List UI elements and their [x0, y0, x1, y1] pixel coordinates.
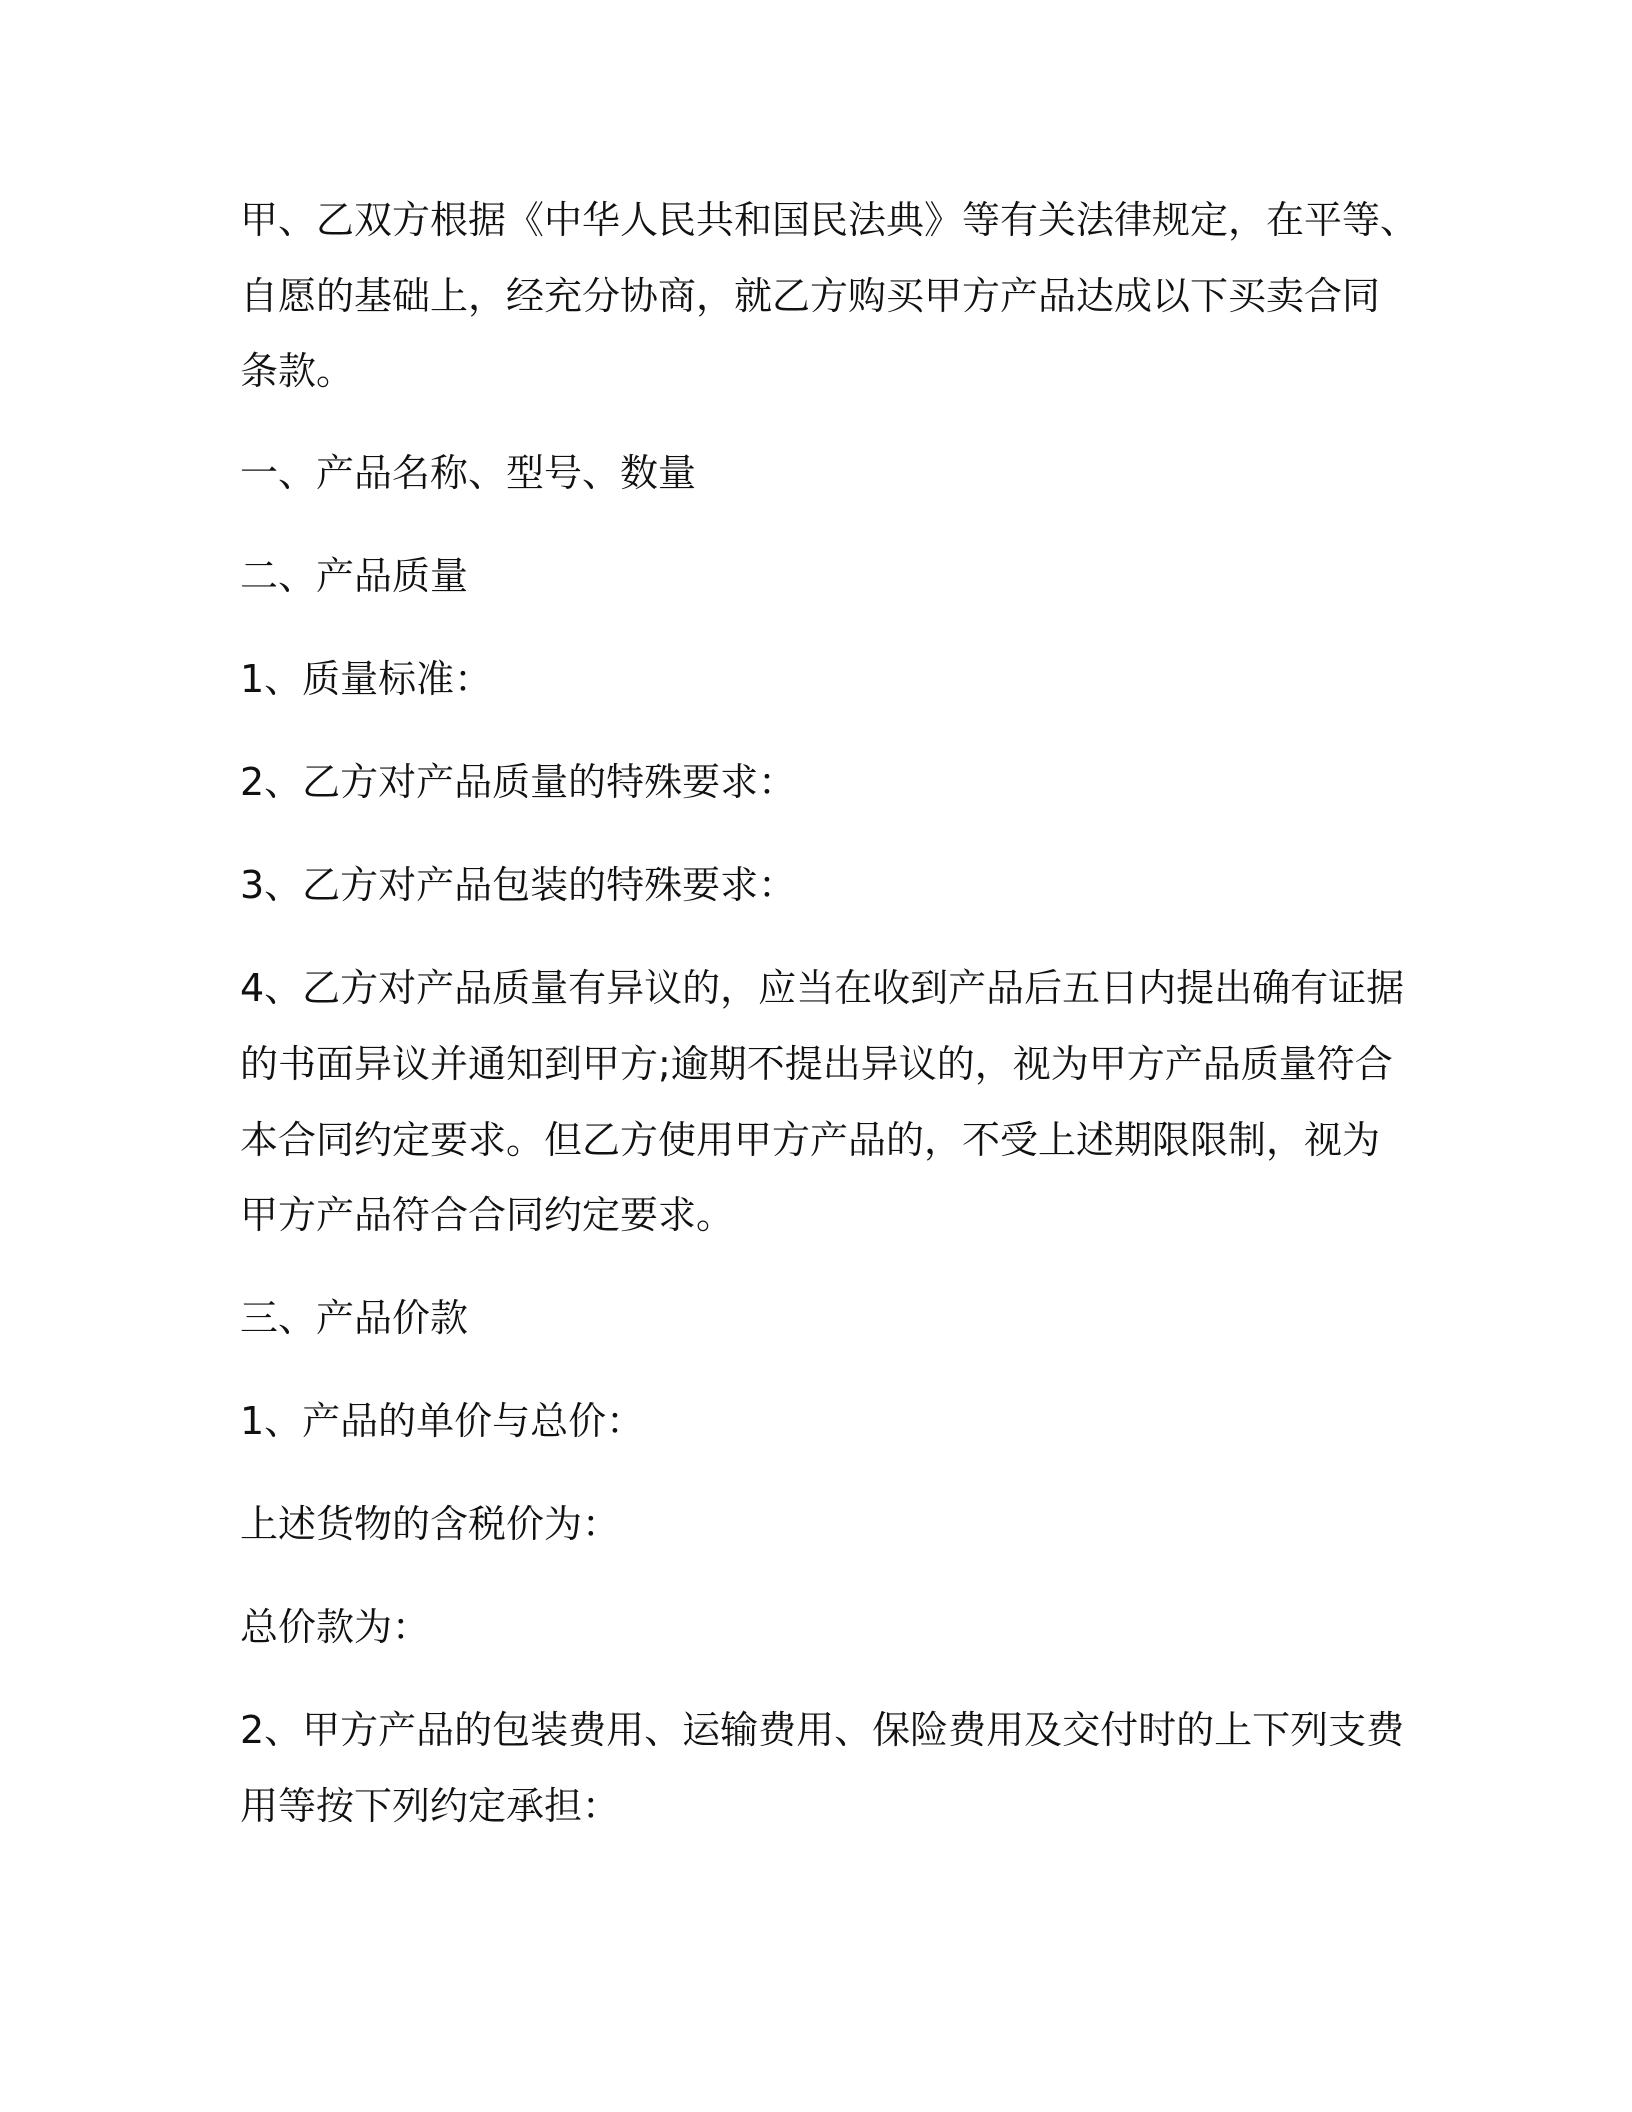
- objection-line-2: 的书面异议并通知到甲方;逾期不提出异议的，视为甲方产品质量符合: [240, 1042, 1393, 1086]
- total-price: 总价款为：: [240, 1605, 431, 1649]
- fees-line-2: 用等按下列约定承担：: [240, 1784, 621, 1828]
- packaging-requirement-item: 3、乙方对产品包装的特殊要求：: [240, 863, 797, 907]
- objection-line-4: 甲方产品符合合同约定要求。: [240, 1193, 735, 1237]
- intro-line-2: 自愿的基础上，经充分协商，就乙方购买甲方产品达成以下买卖合同: [240, 274, 1381, 318]
- quality-requirement-item: 2、乙方对产品质量的特殊要求：: [240, 760, 797, 804]
- quality-standard-item: 1、质量标准：: [240, 657, 493, 701]
- section-3-title: 三、产品价款: [240, 1296, 469, 1340]
- intro-line-1: 甲、乙双方根据《中华人民共和国民法典》等有关法律规定，在平等、: [240, 198, 1419, 242]
- section-2-title: 二、产品质量: [240, 554, 469, 598]
- unit-total-price-item: 1、产品的单价与总价：: [240, 1399, 645, 1443]
- section-1-title: 一、产品名称、型号、数量: [240, 451, 697, 495]
- objection-line-1: 4、乙方对产品质量有异议的，应当在收到产品后五日内提出确有证据: [240, 966, 1405, 1010]
- tax-inclusive-price: 上述货物的含税价为：: [240, 1502, 621, 1546]
- intro-line-3: 条款。: [240, 349, 355, 393]
- fees-line-1: 2、甲方产品的包装费用、运输费用、保险费用及交付时的上下列支费: [240, 1708, 1405, 1752]
- objection-line-3: 本合同约定要求。但乙方使用甲方产品的，不受上述期限限制，视为: [240, 1118, 1381, 1162]
